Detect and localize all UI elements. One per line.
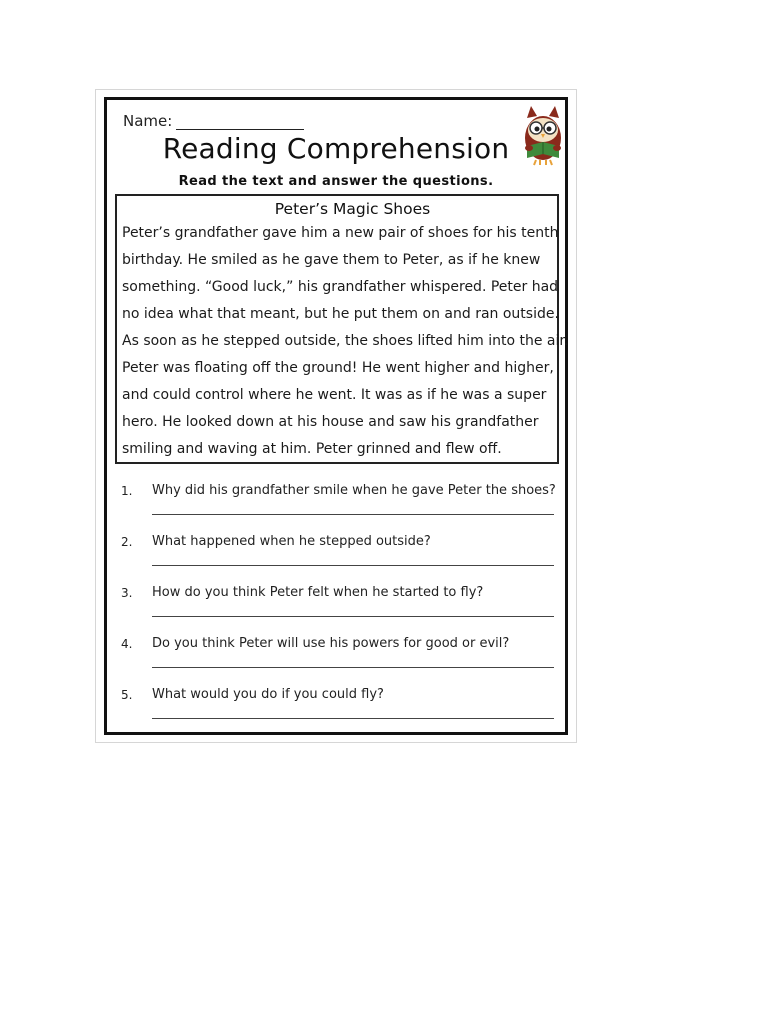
question-number: 3. bbox=[121, 586, 133, 600]
question-item bbox=[115, 688, 555, 739]
question-item bbox=[115, 637, 555, 688]
name-blank-line bbox=[176, 115, 304, 130]
owl-reading-book-icon bbox=[519, 102, 567, 166]
question-text: Do you think Peter will use his powers for good or evil? bbox=[152, 636, 510, 651]
story-line: birthday. He smiled as he gave them to Peter, as if he knew bbox=[122, 252, 541, 268]
answer-line bbox=[152, 565, 554, 566]
answer-line bbox=[152, 616, 554, 617]
name-label: Name: bbox=[123, 112, 173, 130]
question-text: What happened when he stepped outside? bbox=[152, 534, 431, 549]
question-list bbox=[115, 484, 555, 739]
question-item bbox=[115, 535, 555, 586]
answer-line bbox=[152, 718, 554, 719]
story-line: Peter was floating off the ground! He went higher and higher, bbox=[122, 360, 554, 376]
question-text: How do you think Peter felt when he started to fly? bbox=[152, 585, 484, 600]
page-title: Reading Comprehension bbox=[162, 132, 510, 165]
name-row bbox=[123, 112, 304, 130]
story-title: Peter’s Magic Shoes bbox=[274, 200, 431, 218]
story-line: As soon as he stepped outside, the shoes lifted him into the air. bbox=[122, 333, 569, 349]
question-item bbox=[115, 484, 555, 535]
answer-line bbox=[152, 514, 554, 515]
story-line: hero. He looked down at his house and saw his grandfather bbox=[122, 414, 539, 430]
question-text: Why did his grandfather smile when he gave Peter the shoes? bbox=[152, 483, 556, 498]
story-line: something. “Good luck,” his grandfather whispered. Peter had bbox=[122, 279, 559, 295]
story-line: and could control where he went. It was as if he was a super bbox=[122, 387, 547, 403]
question-item bbox=[115, 586, 555, 637]
story-line: no idea what that meant, but he put them on and ran outside. bbox=[122, 306, 559, 322]
question-number: 5. bbox=[121, 688, 133, 702]
story-line: smiling and waving at him. Peter grinned and flew off. bbox=[122, 441, 502, 457]
story-line: Peter’s grandfather gave him a new pair of shoes for his tenth bbox=[122, 225, 559, 241]
worksheet-page bbox=[95, 89, 577, 743]
story-box bbox=[115, 194, 569, 464]
instructions: Read the text and answer the questions. bbox=[178, 174, 494, 189]
answer-line bbox=[152, 667, 554, 668]
question-text: What would you do if you could fly? bbox=[152, 687, 384, 702]
worksheet-border bbox=[104, 97, 568, 735]
question-number: 1. bbox=[121, 484, 133, 498]
question-number: 4. bbox=[121, 637, 133, 651]
question-number: 2. bbox=[121, 535, 133, 549]
